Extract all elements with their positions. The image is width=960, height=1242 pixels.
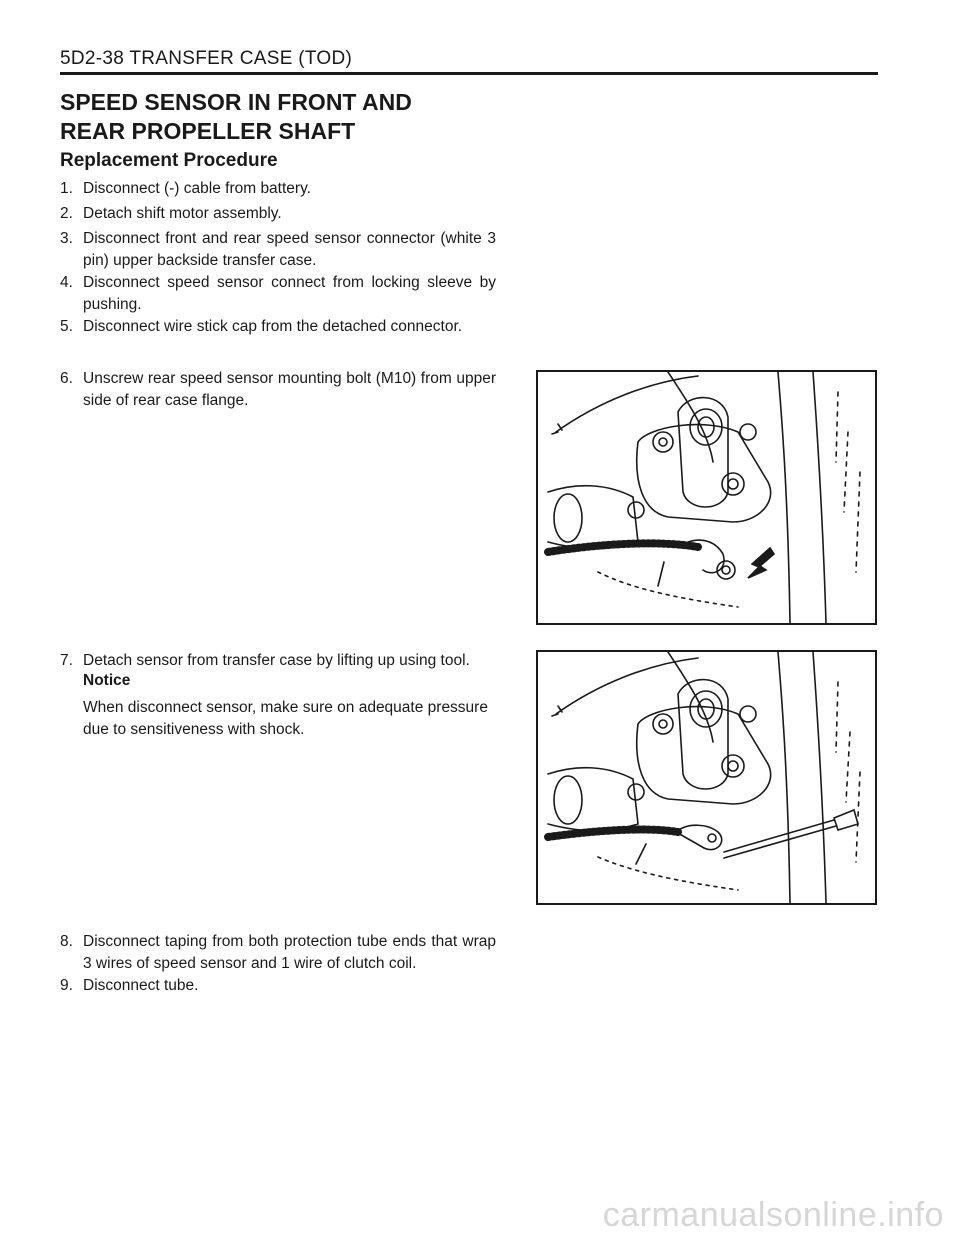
step-text: Disconnect taping from both protection tube ends that wrap 3 wires of speed sensor and 1 wire of clutch coil.	[83, 933, 496, 972]
step-text: Disconnect tube.	[83, 977, 199, 994]
section-title	[60, 88, 530, 146]
step-8	[60, 931, 496, 974]
step-text: Disconnect (-) cable from battery.	[83, 180, 311, 197]
step-number: 4.	[60, 274, 73, 291]
step-7	[60, 650, 496, 672]
step-6	[60, 368, 496, 411]
step-text: Disconnect speed sensor connect from locking sleeve by pushing.	[83, 274, 496, 313]
section-title-line-2: REAR PROPELLER SHAFT	[60, 118, 356, 144]
step-4	[60, 272, 496, 315]
page-header: 5D2-38 TRANSFER CASE (TOD)	[60, 48, 353, 69]
step-text: Detach shift motor assembly.	[83, 205, 282, 222]
figure-lifting-sensor	[536, 650, 877, 905]
step-1	[60, 178, 496, 200]
step-text: Unscrew rear speed sensor mounting bolt (M10) from upper side of rear case flange.	[83, 370, 496, 409]
step-3	[60, 228, 496, 271]
step-text: Disconnect front and rear speed sensor connector (white 3 pin) upper backside transfer case.	[83, 230, 496, 269]
step-number: 7.	[60, 652, 73, 669]
step-2	[60, 203, 496, 225]
step-number: 5.	[60, 318, 73, 335]
header-rule	[60, 72, 878, 75]
step-5	[60, 316, 496, 338]
step-number: 3.	[60, 230, 73, 247]
step-number: 1.	[60, 180, 73, 197]
procedure-subtitle: Replacement Procedure	[60, 150, 278, 171]
notice-label: Notice	[83, 672, 131, 689]
watermark: carmanualsonline.info	[602, 1196, 944, 1234]
step-number: 8.	[60, 933, 73, 950]
step-number: 9.	[60, 977, 73, 994]
step-text: Detach sensor from transfer case by lifting up using tool.	[83, 652, 470, 669]
figure-sensor-bolt	[536, 370, 877, 625]
step-number: 6.	[60, 370, 73, 387]
step-text: Disconnect wire stick cap from the detached connector.	[83, 318, 463, 335]
step-9	[60, 975, 496, 997]
notice-text: When disconnect sensor, make sure on adequate pressure due to sensitiveness with shock.	[83, 699, 488, 738]
section-title-line-1: SPEED SENSOR IN FRONT AND	[60, 89, 412, 115]
step-number: 2.	[60, 205, 73, 222]
